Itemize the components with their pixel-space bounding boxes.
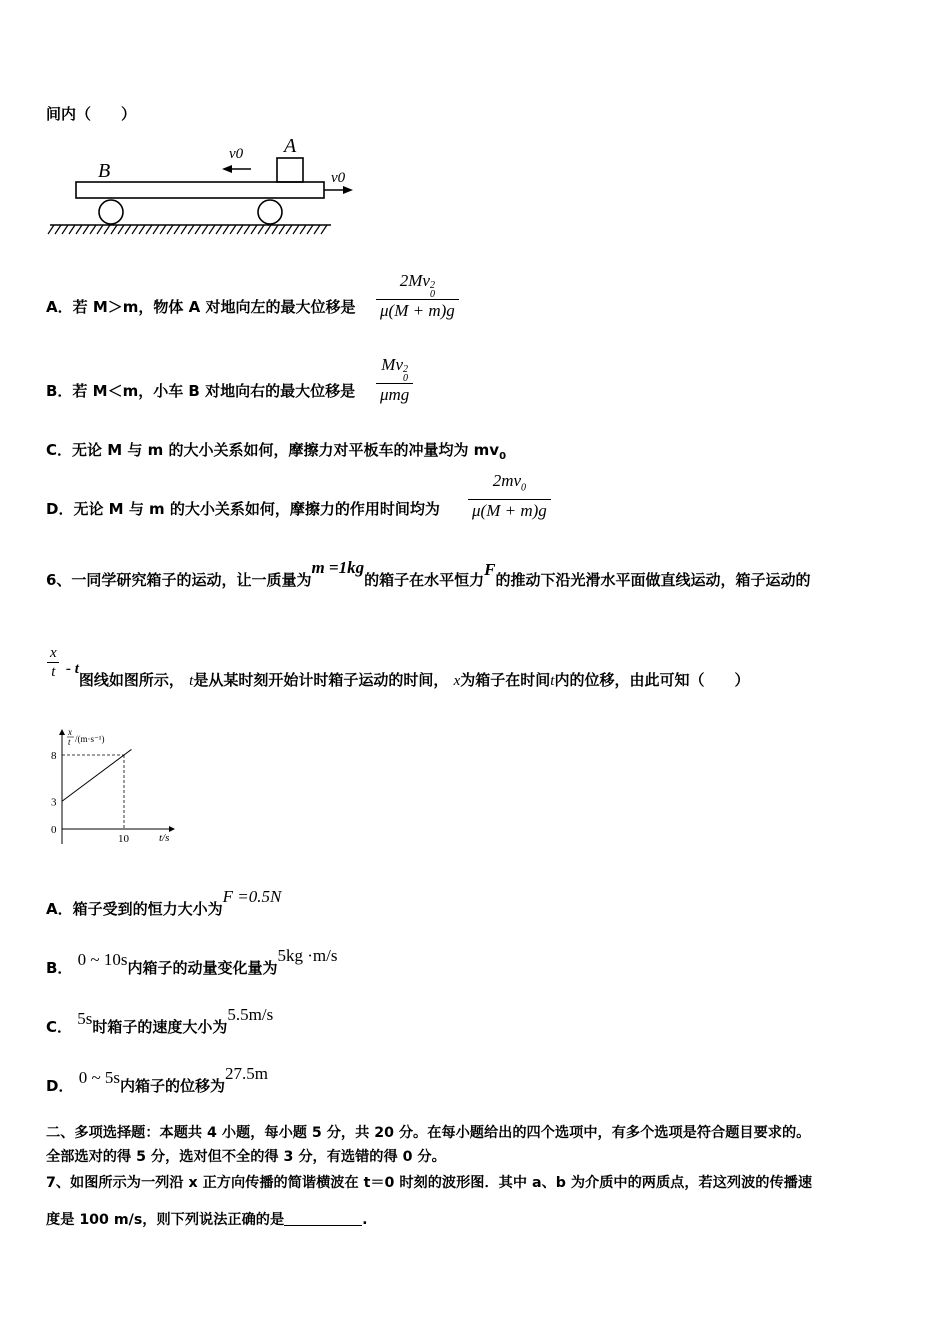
arrow-right <box>343 186 353 194</box>
option-b: B．若 M＜m，小车 B 对地向右的最大位移是 <box>46 382 356 400</box>
xtick-label: 10 <box>118 833 129 845</box>
ytick-label: 3 <box>51 796 57 809</box>
fraction-d: $\frac{2mv_0}{\mu(M + m)g}$ <box>468 470 551 522</box>
q6-option-c: C． 5s时箱子的速度大小为5.5m/s <box>46 1005 274 1036</box>
block-a <box>277 158 303 182</box>
series-line <box>62 749 131 801</box>
q6-option-d: D． 0 ~ 5s内箱子的位移为27.5m <box>46 1064 269 1095</box>
q6-option-a: A．箱子受到的恒力大小为F =0.5N <box>46 887 282 918</box>
arrow-left <box>222 165 232 173</box>
section-heading: 二、多项选择题：本题共 4 小题，每小题 5 分，共 20 分。在每小题给出的四个选项中，有多个选项是符合题目要求的。 <box>46 1125 811 1141</box>
label-v0-left: v0 <box>229 146 244 162</box>
ytick-label: 0 <box>51 824 57 836</box>
question-continuation: 间内（ ） <box>46 105 137 123</box>
xlabel: t/s <box>159 832 170 844</box>
xt-fraction: $\frac{x}{t}$ <box>46 644 61 681</box>
ytick-label: 8 <box>51 750 57 762</box>
q7-stem-line2: 度是 100 m/s，则下列说法正确的是 . <box>46 1212 368 1228</box>
answer-blank[interactable] <box>284 1211 362 1226</box>
wheel-right <box>258 200 282 224</box>
wheel-left <box>99 200 123 224</box>
ylabel-num: x <box>68 727 72 737</box>
q6-stem-line1: 6、一同学研究箱子的运动，让一质量为m =1kg的箱子在水平恒力F的推动下沿光滑水平面做直线运动，箱子运动的 <box>46 558 811 589</box>
label-b: B <box>98 160 111 182</box>
q6-option-b: B． 0 ~ 10s内箱子的动量变化量为5kg ·m/s <box>46 946 338 977</box>
plank-b <box>76 182 324 198</box>
q7-stem-line1: 7、如图所示为一列沿 x 正方向传播的简谐横波在 t＝0 时刻的波形图．其中 a、b 为介质中的两质点，若这列波的传播速 <box>46 1175 813 1191</box>
option-a: A．若 M＞m，物体 A 对地向左的最大位移是 <box>46 298 356 316</box>
section-scoring: 全部选对的得 5 分，选对但不全的得 3 分，有选错的得 0 分。 <box>46 1149 446 1165</box>
option-c: C．无论 M 与 m 的大小关系如何，摩擦力对平板车的冲量均为 $mv_0$ <box>46 441 507 462</box>
fraction-b: Mv 2 0 μmg <box>376 354 413 406</box>
q6-stem-line2: - t图线如图所示， t是从某时刻开始计时箱子运动的时间， x为箱子在时间t内的位移，由此可知（ ） <box>66 661 750 689</box>
label-a: A <box>284 135 297 157</box>
ylabel-den: t <box>68 737 71 747</box>
xt-t-chart <box>44 724 184 848</box>
fraction-a: 2Mv 2 0 μ(M + m)g <box>376 270 459 322</box>
cart-block-figure <box>46 132 366 242</box>
label-v0-right: v0 <box>331 170 346 186</box>
ylabel-unit: /(m·s⁻¹) <box>75 734 105 744</box>
option-d: D．无论 M 与 m 的大小关系如何，摩擦力的作用时间均为 <box>46 500 440 518</box>
